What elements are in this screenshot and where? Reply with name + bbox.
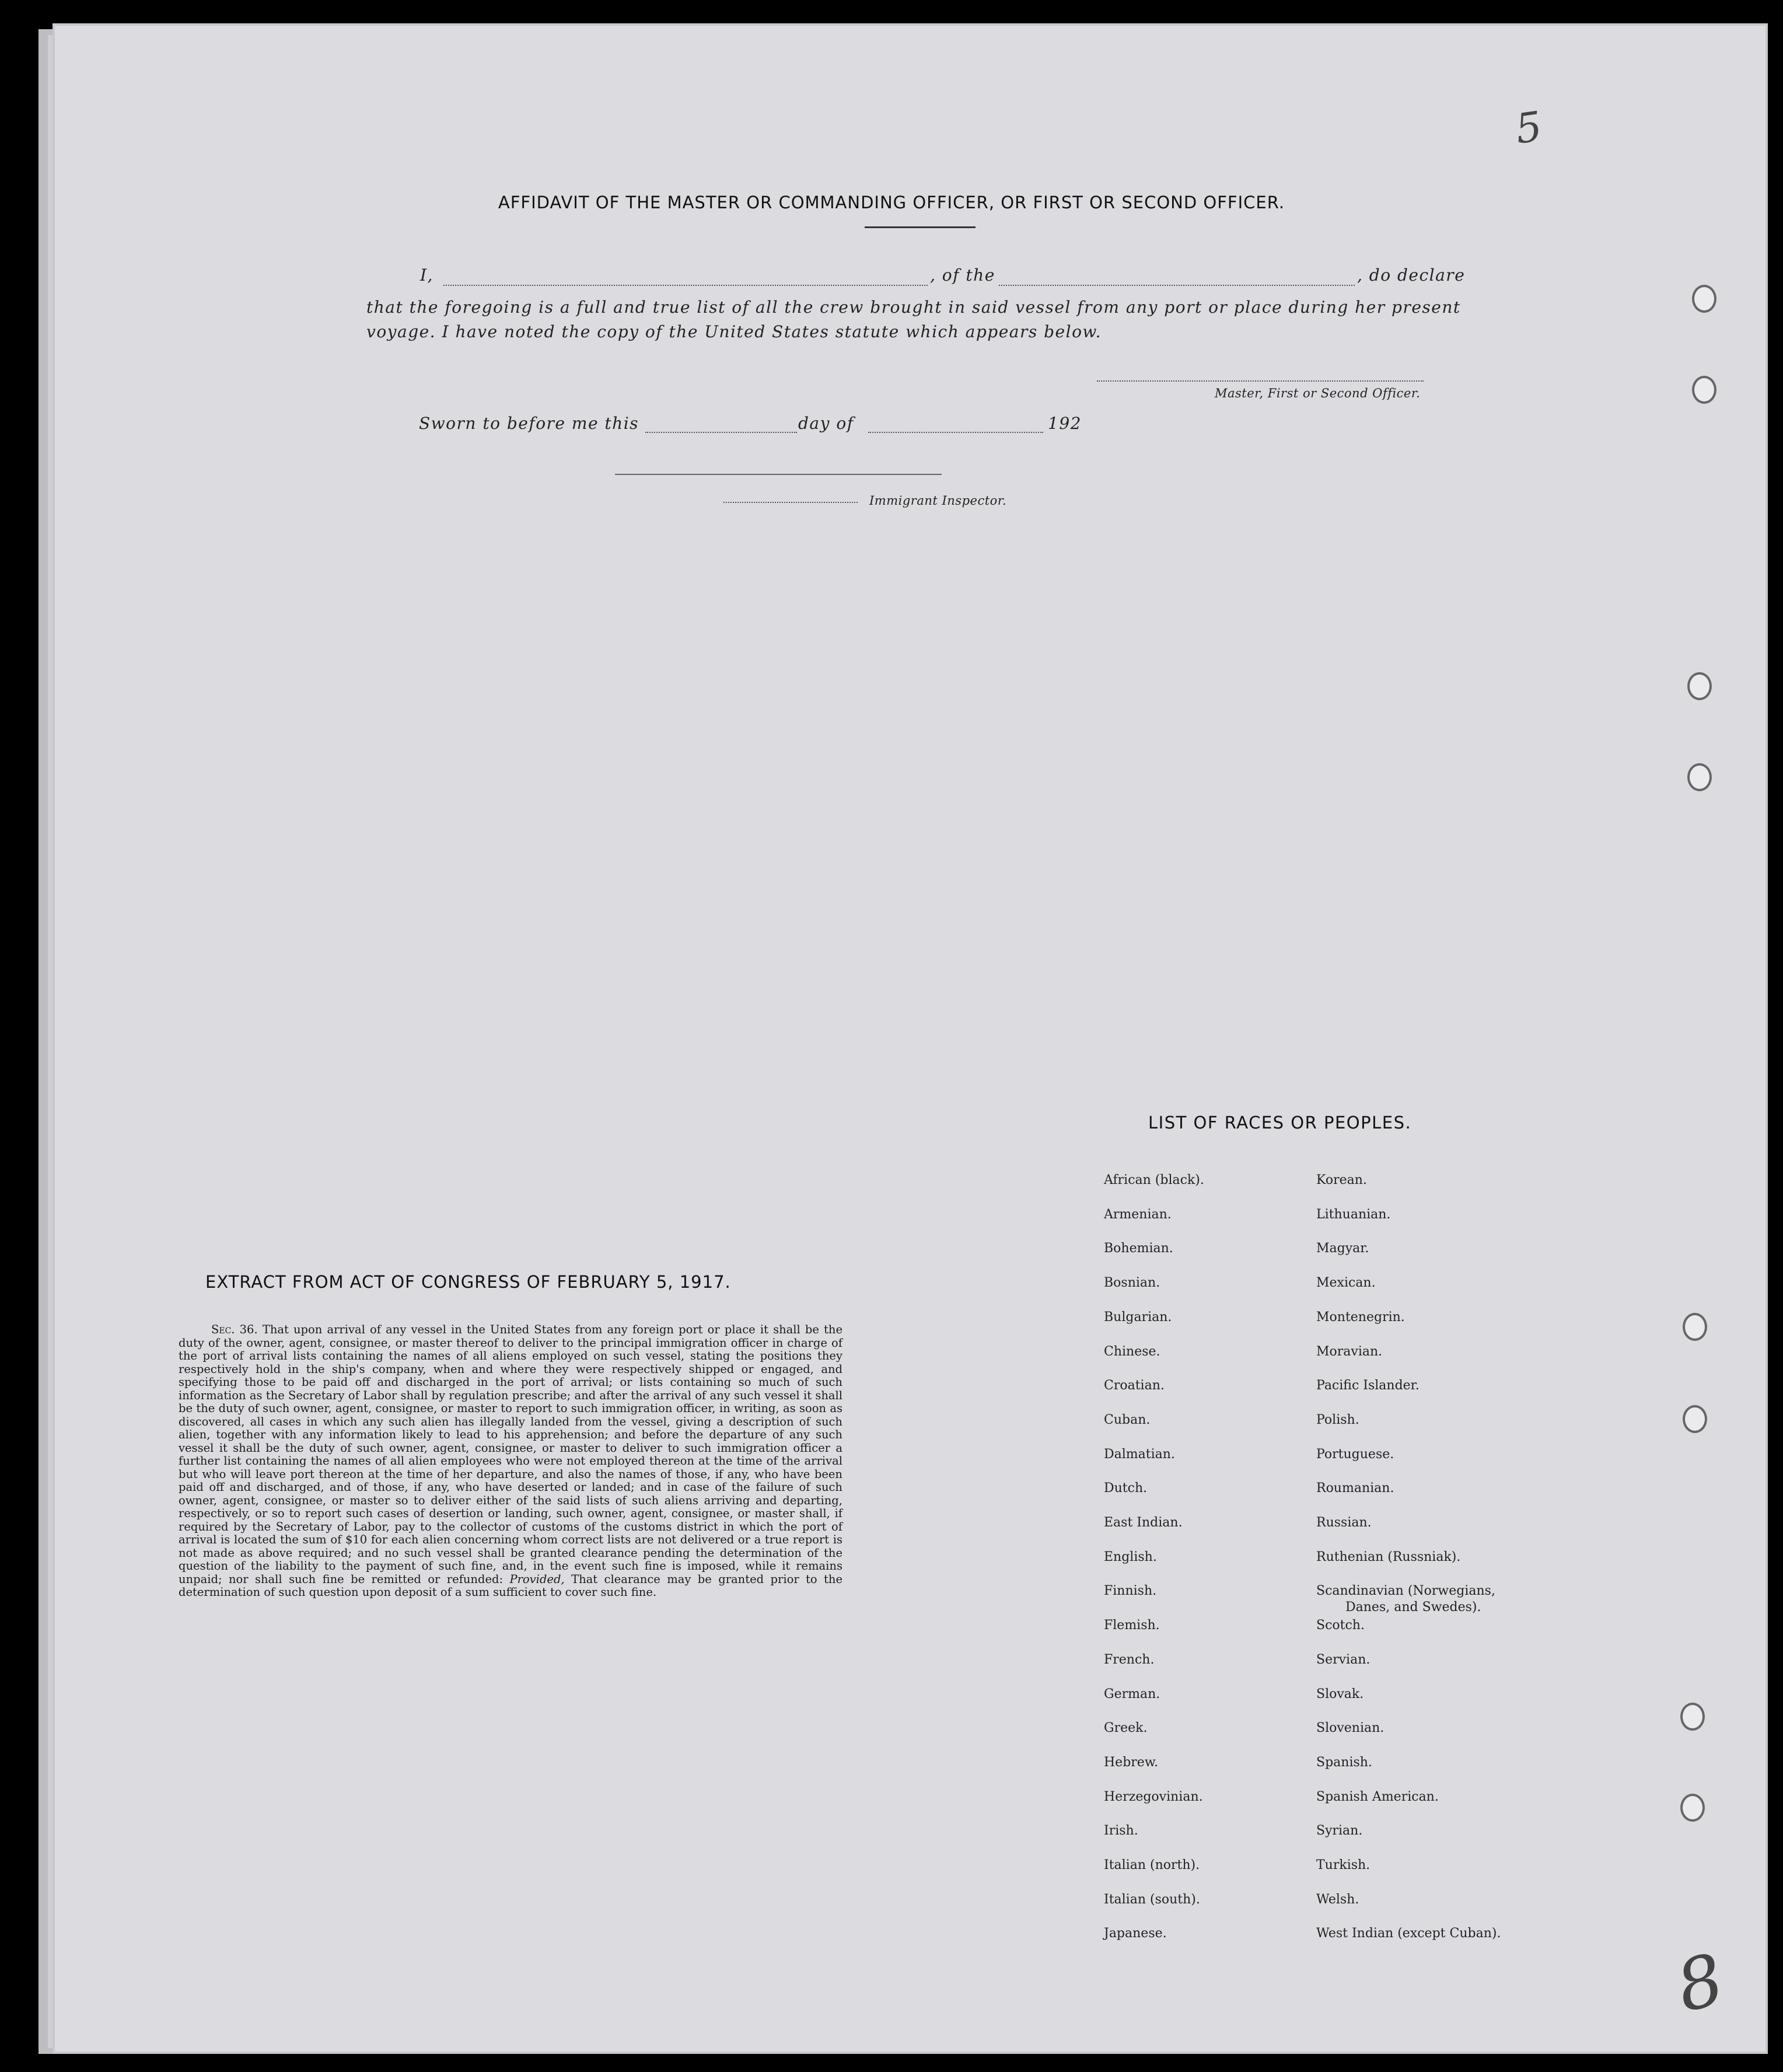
handwritten-mark-bottom: 8 [1669, 1938, 1732, 2029]
title-divider [865, 226, 976, 228]
race-item: Bohemian. [1104, 1241, 1173, 1256]
handwritten-mark-top: 5 [1512, 102, 1546, 153]
race-item: Cuban. [1104, 1412, 1151, 1427]
race-item: West Indian (except Cuban). [1316, 1926, 1501, 1941]
master-signature-line[interactable] [1097, 380, 1424, 382]
race-item: Herzegovinian. [1104, 1789, 1203, 1804]
race-item: Pacific Islander. [1316, 1378, 1420, 1393]
declaration-of-the: , of the [930, 265, 995, 285]
race-item: Ruthenian (Russniak). [1316, 1549, 1461, 1564]
race-item: Portuguese. [1316, 1446, 1394, 1462]
binder-hole-6 [1683, 1405, 1707, 1433]
vessel-name-line[interactable] [999, 285, 1355, 286]
binder-hole-2 [1692, 376, 1716, 404]
race-item: Magyar. [1316, 1241, 1369, 1256]
sworn-prefix: Sworn to before me this [419, 414, 639, 433]
race-item: African (black). [1104, 1173, 1204, 1187]
race-item: Croatian. [1104, 1378, 1165, 1393]
statute-provided: Provided, [509, 1572, 565, 1586]
race-item: Finnish. [1104, 1584, 1157, 1599]
race-item: Servian. [1316, 1652, 1371, 1667]
race-item: Bosnian. [1104, 1276, 1160, 1291]
race-item: Hebrew. [1104, 1755, 1159, 1770]
race-item: Chinese. [1104, 1344, 1160, 1359]
race-item: Russian. [1316, 1515, 1372, 1530]
officer-name-line[interactable] [443, 285, 928, 286]
declaration-do-declare: , do declare [1357, 265, 1466, 285]
sworn-day-line[interactable] [645, 432, 797, 433]
races-title: LIST OF RACES OR PEOPLES. [1148, 1113, 1412, 1133]
binder-hole-8 [1680, 1794, 1705, 1822]
race-item: Italian (north). [1104, 1858, 1200, 1872]
race-item: Spanish American. [1316, 1789, 1439, 1804]
statute-body: That upon arrival of any vessel in the United States from any foreign port or place it shall be the duty of the owner, agent, consignee, or master thereof to deliver to the principal immigration officer in charge of the port of arrival lists containing the names of all aliens employed on such vessel, stating the positions they respectively hold in the ship's company, when and where they were respectively shipped or engaged, and specifying those to be paid off and discharged in the port of arrival; or lists containing so much of such information as the Secretary of Labor shall by regulation prescribe; and after the arrival of any such vessel it shall be the duty of such owner, agent, consignee, or master to report to such immigration officer, in writing, as soon as discovered, all cases in which any such alien has illegally landed from the vessel, giving a description of such alien, together with any information likely to lead to his apprehension; and before the departure of any such vessel it shall be the duty of such owner, agent, consignee, or master to deliver to such immigration officer a further list containing the names of all alien employees who were not employed thereon at the time of the arrival but who will leave port thereon at the time of her departure, and also the names of those, if any, who have been paid off and discharged, and of those, if any, who have deserted or landed; and in case of the failure of such owner, agent, consignee, or master so to deliver either of the said lists of such aliens arriving and departing, respectively, or so to report such cases of desertion or landing, such owner, agent, consignee, or master shall, if required by the Secretary of Labor, pay to the collector of customs of the customs district in which the port of arrival is located the sum of $10 for each alien concerning whom correct lists are not delivered or a true report is not made as above required; and no such vessel shall be granted clearance pending the determination of the question of the liability to the payment of such fine, and, in the event such fine is imposed, while it remains unpaid; nor shall such fine be remitted or refunded: [179, 1323, 842, 1586]
race-item: Bulgarian. [1104, 1309, 1172, 1325]
race-item: Japanese. [1104, 1926, 1167, 1941]
declaration-i: I, [420, 265, 433, 285]
statute-section-label: Sec. 36. [211, 1323, 258, 1336]
race-item: Armenian. [1104, 1207, 1172, 1222]
race-item: German. [1104, 1686, 1160, 1701]
inspector-short-line [723, 502, 858, 503]
binder-hole-4 [1687, 763, 1712, 791]
sworn-year-prefix: 192 [1048, 414, 1082, 433]
statute-text [179, 1323, 842, 1599]
affidavit-title: AFFIDAVIT OF THE MASTER OR COMMANDING OFFICER, OR FIRST OR SECOND OFFICER. [498, 193, 1285, 212]
race-item: French. [1104, 1652, 1155, 1667]
race-item: Polish. [1316, 1412, 1359, 1427]
race-item: Turkish. [1316, 1858, 1371, 1872]
race-item: Dalmatian. [1104, 1446, 1175, 1462]
sworn-day-of: day of [798, 414, 854, 433]
race-item: Montenegrin. [1316, 1309, 1405, 1325]
master-signature-label: Master, First or Second Officer. [1215, 386, 1421, 400]
declaration-line-3: voyage. I have noted the copy of the United States statute which appears below. [366, 322, 1102, 341]
sworn-month-line[interactable] [868, 432, 1043, 433]
declaration-line-2: that the foregoing is a full and true list of all the crew brought in said vessel from any port or place during her present [366, 298, 1461, 317]
race-scandinavian-continued: Danes, and Swedes). [1345, 1600, 1481, 1615]
race-item: Flemish. [1104, 1618, 1160, 1633]
race-item: Roumanian. [1316, 1481, 1394, 1496]
binder-hole-1 [1692, 285, 1716, 313]
inspector-signature-line[interactable] [615, 474, 942, 475]
race-item: Scotch. [1316, 1618, 1365, 1633]
race-item: Scandinavian (Norwegians, [1316, 1584, 1495, 1599]
race-item: Slovenian. [1316, 1721, 1385, 1736]
race-item: Italian (south). [1104, 1892, 1200, 1907]
race-item: East Indian. [1104, 1515, 1183, 1530]
race-item: Greek. [1104, 1721, 1148, 1736]
race-item: Welsh. [1316, 1892, 1359, 1907]
race-item: Lithuanian. [1316, 1207, 1391, 1222]
binder-hole-5 [1683, 1313, 1707, 1341]
inspector-label: Immigrant Inspector. [869, 494, 1007, 508]
race-item: Spanish. [1316, 1755, 1372, 1770]
binder-hole-7 [1680, 1703, 1705, 1731]
race-item: Syrian. [1316, 1823, 1363, 1839]
race-item: Moravian. [1316, 1344, 1383, 1359]
race-item: Korean. [1316, 1173, 1367, 1187]
race-item: Slovak. [1316, 1686, 1364, 1701]
race-item: Dutch. [1104, 1481, 1148, 1496]
binder-hole-3 [1687, 672, 1712, 700]
race-item: Irish. [1104, 1823, 1138, 1839]
race-item: Mexican. [1316, 1276, 1376, 1291]
race-item: English. [1104, 1549, 1157, 1564]
statute-tail: That clearance may be granted prior to the determination of such question upon deposit of a sum sufficient to cover such fine. [179, 1572, 843, 1599]
extract-title: EXTRACT FROM ACT OF CONGRESS OF FEBRUARY 5, 1917. [205, 1272, 731, 1292]
